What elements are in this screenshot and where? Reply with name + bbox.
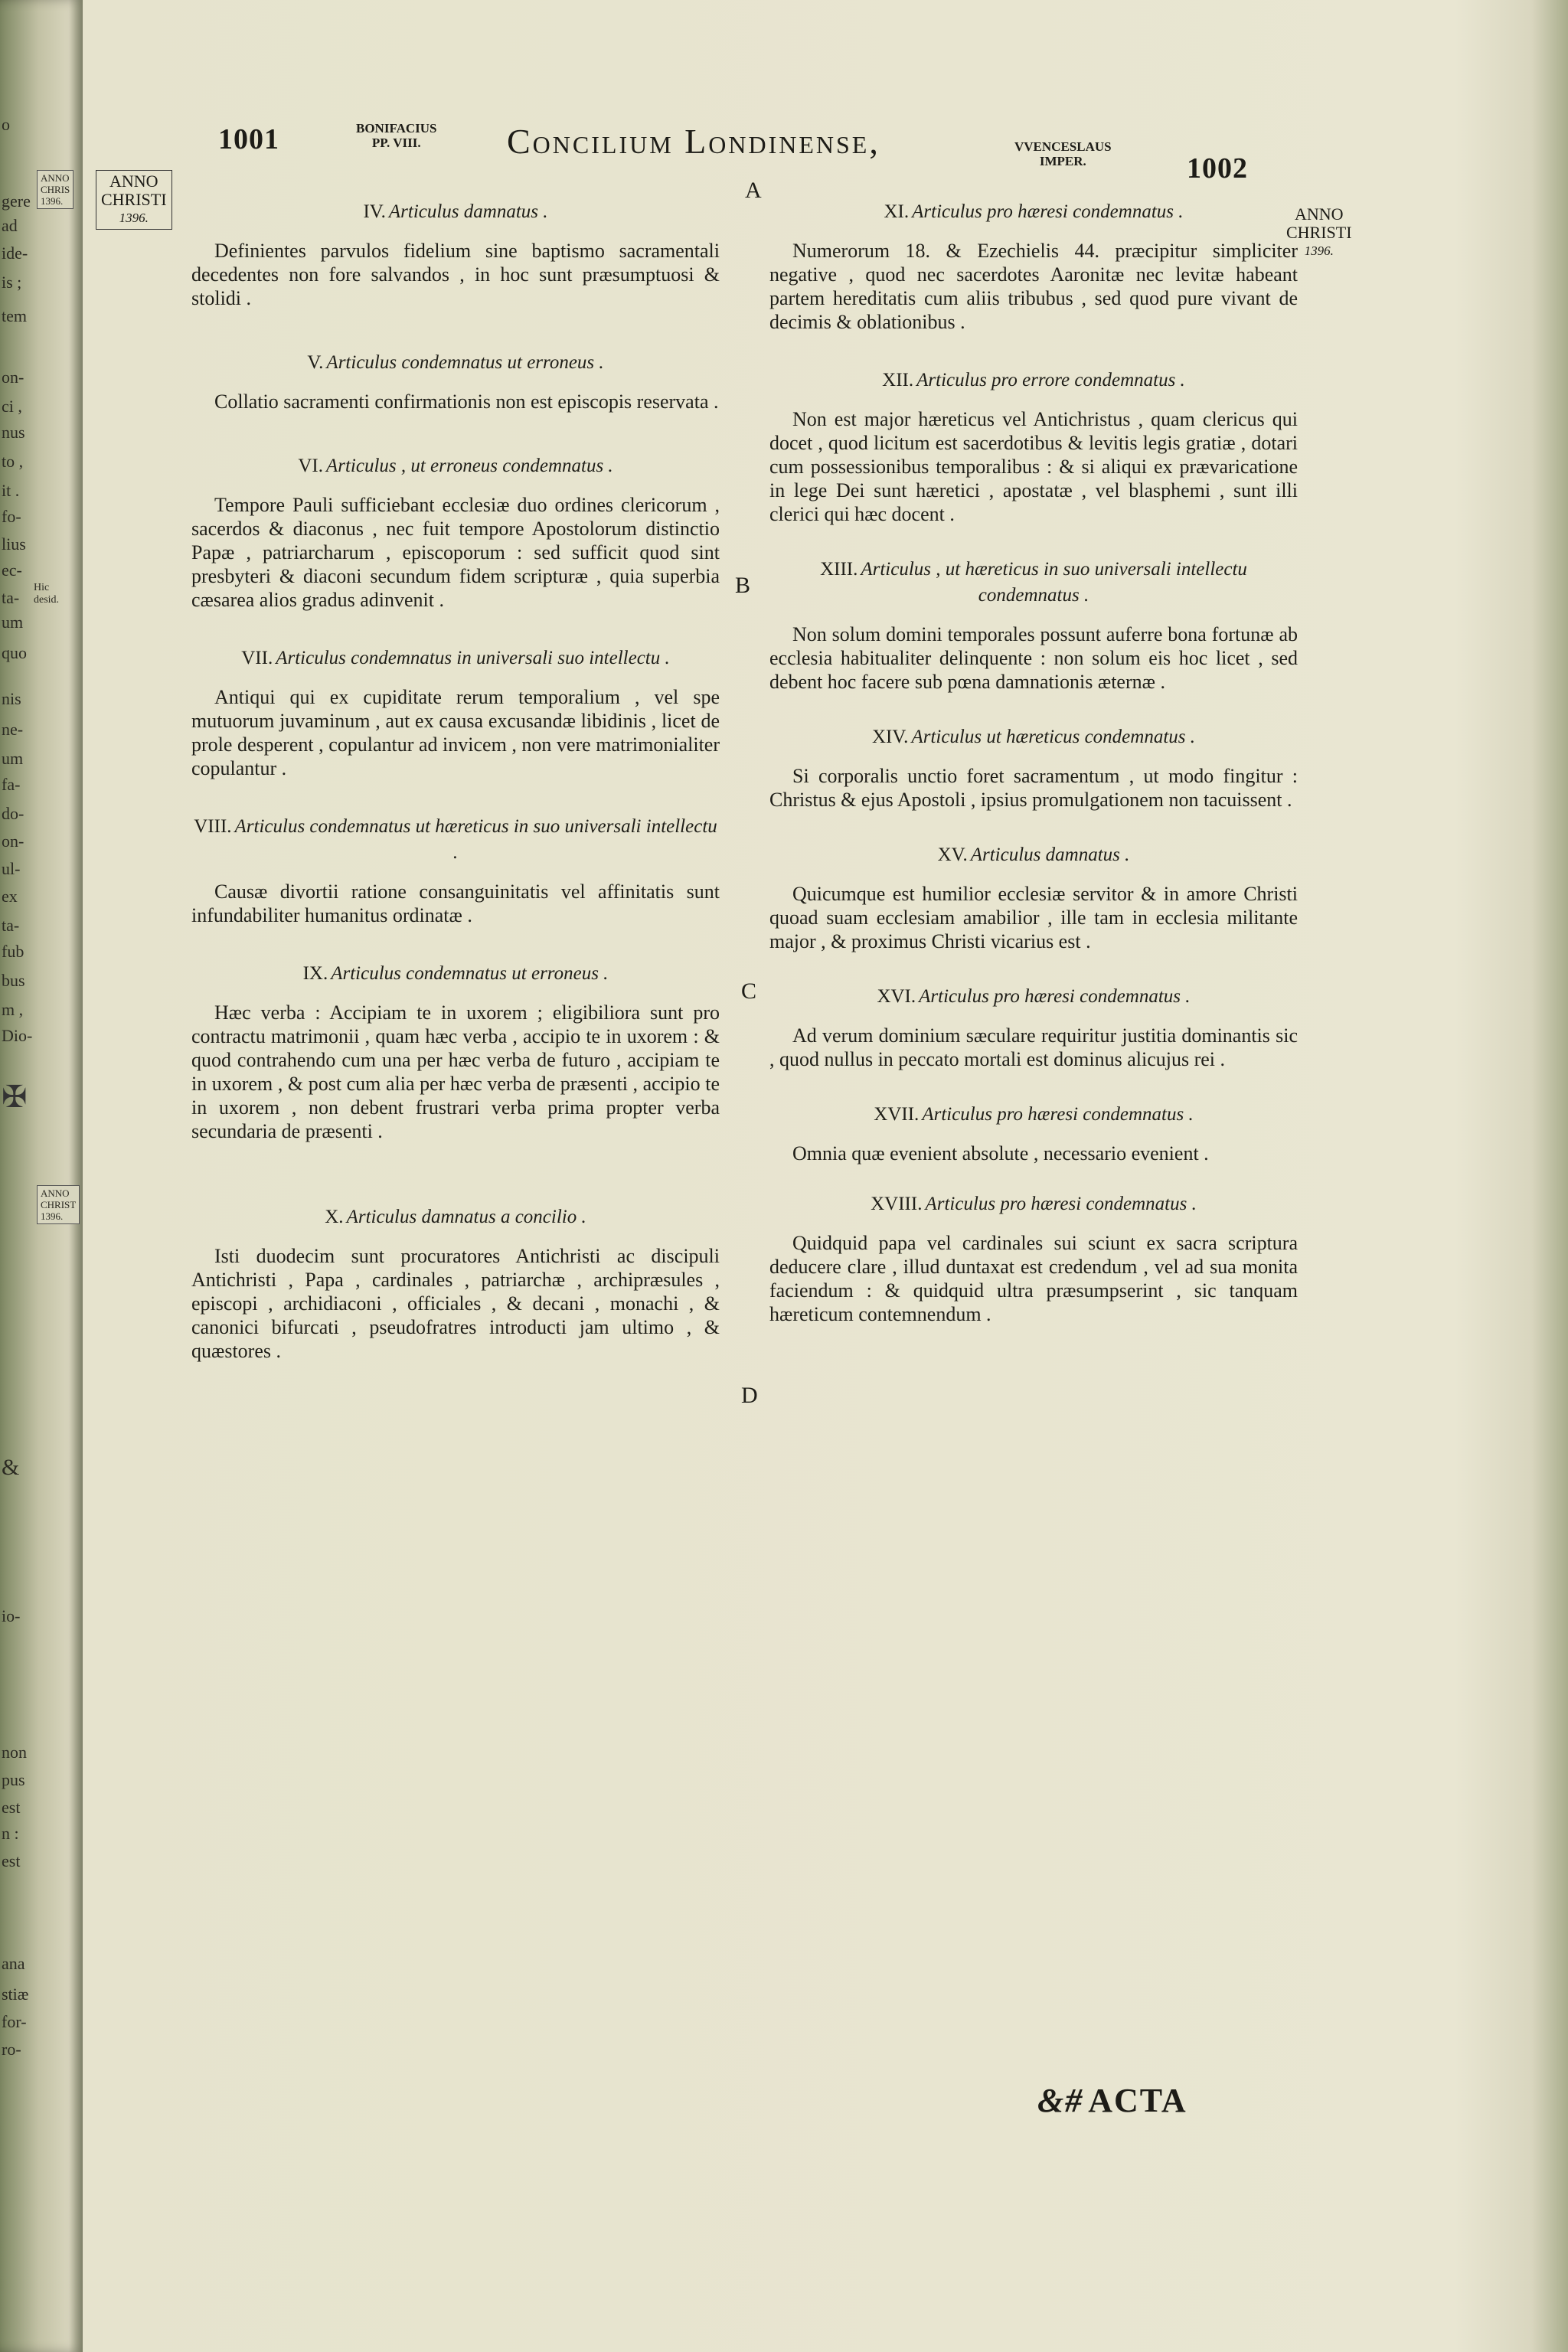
article-heading-text: Articulus condemnatus ut hæreticus in suo universali intellectu .	[234, 816, 717, 863]
article-numeral: XIII.	[820, 559, 858, 580]
article-heading	[191, 199, 720, 225]
article	[769, 368, 1298, 526]
right-column	[769, 199, 1298, 1326]
left-page-word: non	[2, 1743, 27, 1762]
article-heading	[191, 645, 720, 671]
article	[769, 1102, 1298, 1165]
margin-letter-c: C	[741, 978, 757, 1004]
article-body: Non solum domini temporales possunt auferre bona fortunæ ab ecclesia habitualiter delinquente : non solum eis hoc licet , sed debent hoc facere sub pœna damnationis æternæ .	[769, 623, 1298, 693]
margin-letter-d: D	[741, 1383, 758, 1408]
article-heading	[769, 1191, 1298, 1217]
left-page-ornament: ✠	[2, 1080, 28, 1115]
article-heading-text: Articulus damnatus .	[970, 844, 1130, 865]
article-body: Causæ divortii ratione consanguinitatis vel affinitatis sunt infundabiliter humanitus ordinatæ .	[191, 880, 720, 926]
left-page-word: ide-	[2, 243, 28, 263]
left-page-word: n :	[2, 1824, 19, 1843]
header-emperor: VVENCESLAUS IMPER.	[1014, 139, 1112, 168]
left-page-word: Dio-	[2, 1026, 33, 1045]
left-page-word: ul-	[2, 859, 21, 878]
article	[769, 1191, 1298, 1326]
left-page-word: gere	[2, 191, 31, 211]
left-page-word: ta-	[2, 916, 20, 935]
catchword-text: ACTA	[1088, 2082, 1187, 2119]
article-heading	[191, 453, 720, 479]
article	[191, 350, 720, 413]
left-page-word: fa-	[2, 775, 21, 794]
article-heading-text: Articulus , ut erroneus condemnatus .	[325, 456, 613, 476]
left-page-word: for-	[2, 2012, 27, 2031]
article-heading	[769, 984, 1298, 1010]
page-number-left: 1001	[218, 123, 279, 155]
article-heading-text: Articulus , ut hæreticus in suo universali intellectu condemnatus .	[861, 559, 1247, 606]
article	[769, 199, 1298, 334]
article-body: Non est major hæreticus vel Antichristus , quam clericus qui docet , quod licitum est sacerdotibus & levitis legis gratiæ , dotari cum possessionibus temporalibus : & si aliqui ex prævaricatione in lege Dei sunt hæretici , apostatæ , vel blasphemi , sunt illi clerici qui hæc docent .	[769, 408, 1298, 525]
left-page-word: on-	[2, 831, 24, 851]
article-body: Definientes parvulos fidelium sine baptismo sacramentali decedentes non fore salvandos , in hoc sunt præsumptuosi & stolidi .	[191, 240, 720, 309]
page-number-right: 1002	[1187, 152, 1248, 185]
left-page-word: is ;	[2, 273, 22, 292]
article-numeral: XVIII.	[871, 1194, 923, 1214]
left-page-word: quo	[2, 643, 27, 662]
right-page	[84, 0, 1568, 2352]
left-page-word: nis	[2, 689, 21, 708]
article	[191, 199, 720, 310]
left-page-word: est	[2, 1798, 21, 1817]
left-page-word: um	[2, 749, 24, 768]
article	[191, 961, 720, 1143]
left-page-word: do-	[2, 804, 24, 823]
catchword-ornament: &#	[1037, 2082, 1084, 2119]
margin-letter-a: A	[745, 178, 762, 203]
article-body: Hæc verba : Accipiam te in uxorem ; eligibiliora sunt pro contractu matrimonii , quam hæc verba , accipio te in uxorem : & quod contrahendo cum una per hæc verba de futuro , accipiam te in uxorem , & post cum alia per hæc verba de præsenti , accipio te in uxorem , non debent frustrari verba prima propter verba secundaria de præsenti .	[191, 1001, 720, 1142]
left-page-word: ci ,	[2, 397, 22, 416]
article-numeral: XII.	[882, 370, 914, 390]
left-page-word: nus	[2, 423, 25, 442]
article-heading-text: Articulus pro hæresi condemnatus .	[912, 201, 1184, 222]
left-page-word: fo-	[2, 507, 21, 526]
article	[769, 842, 1298, 953]
left-page-word: it .	[2, 481, 20, 500]
article-heading-text: Articulus condemnatus in universali suo intellectu .	[276, 648, 670, 668]
article-heading-text: Articulus pro hæresi condemnatus .	[922, 1104, 1194, 1125]
left-page-word: ec-	[2, 560, 22, 580]
left-page-word: pus	[2, 1770, 25, 1789]
article-body: Tempore Pauli sufficiebant ecclesiæ duo ordines clericorum , sacerdos & diaconus , nec fuit tempore Apostolorum distinctio Papæ , patriarcharum , episcoporum : sed sufficit quod sint presbyteri & diaconi secundum fidem scripturæ , quia superbia cæsarea alios gradus adinvenit .	[191, 494, 720, 611]
article-body: Isti duodecim sunt procuratores Antichristi ac discipuli Antichristi , Papa , cardinales , patriarchæ , archipræsules , episcopi , archidiaconi , officiales , & decani , monachi , & canonici bifurcati , pseudofratres introducti jam ultimo , & quæstores .	[191, 1245, 720, 1362]
article-heading-text: Articulus pro hæresi condemnatus .	[925, 1194, 1197, 1214]
left-page-anno-box-mid: ANNO CHRIST 1396.	[37, 1185, 80, 1224]
article-heading-text: Articulus condemnatus ut erroneus .	[331, 963, 609, 984]
article-numeral: IV.	[363, 201, 386, 222]
article	[191, 1204, 720, 1363]
article-heading	[191, 1204, 720, 1230]
left-page-word: ad	[2, 216, 18, 235]
article-heading	[769, 724, 1298, 750]
article-heading	[769, 368, 1298, 394]
article-numeral: XVI.	[877, 986, 916, 1007]
left-page-word: bus	[2, 971, 25, 990]
article-body: Si corporalis unctio foret sacramentum , ut modo fingitur : Christus & ejus Apostoli , ipsius promulgationem non tacuissent .	[769, 765, 1298, 811]
anno-box-left: ANNO CHRISTI 1396.	[96, 170, 172, 230]
article	[191, 645, 720, 780]
article-numeral: X.	[325, 1207, 344, 1227]
article-body: Ad verum dominium sæculare requiritur justitia dominantis sic , quod nullus in peccato mortali est dominus alicujus rei .	[769, 1024, 1298, 1070]
article-numeral: VIII.	[194, 816, 232, 837]
left-page-word: ana	[2, 1954, 25, 1973]
left-page-word: m ,	[2, 1000, 24, 1019]
left-page-word: ro-	[2, 2040, 21, 2059]
left-page-word: ex	[2, 887, 18, 906]
left-page-word: fub	[2, 942, 24, 961]
article-body: Quicumque est humilior ecclesiæ servitor & in amore Christi quoad suam ecclesiam amabilior , ille tam in ecclesia militante major , & proximus Christi vicarius est .	[769, 883, 1298, 952]
article-heading-text: Articulus pro errore condemnatus .	[916, 370, 1185, 390]
article	[769, 557, 1298, 694]
article	[769, 984, 1298, 1071]
article-heading-text: Articulus condemnatus ut erroneus .	[326, 352, 604, 373]
catchword	[1037, 2081, 1187, 2120]
left-page-word: ne-	[2, 720, 24, 739]
left-page-word: o	[2, 115, 10, 134]
article-numeral: V.	[307, 352, 324, 373]
article	[191, 814, 720, 927]
article-numeral: XI.	[884, 201, 910, 222]
article-heading-text: Articulus damnatus a concilio .	[346, 1207, 586, 1227]
left-page-edge	[0, 0, 83, 2352]
article-heading	[769, 557, 1298, 609]
article-heading	[769, 1102, 1298, 1128]
article-numeral: VII.	[241, 648, 273, 668]
article-body: Numerorum 18. & Ezechielis 44. præcipitur simpliciter negative , quod nec sacerdotes Aaronitæ nec levitæ habeant partem hereditatis cum aliis tribubus , sed quod pure vivant de decimis & oblationibus .	[769, 240, 1298, 333]
article-body: Antiqui qui ex cupiditate rerum temporalium , vel spe mutuorum juvaminum , aut ex causa excusandæ libidinis , licet de prole desperent , copulantur ad invicem , non vere matrimonialiter copulantur .	[191, 686, 720, 779]
article	[191, 453, 720, 612]
article-numeral: IX.	[302, 963, 328, 984]
left-page-anno-box-top: ANNO CHRIS 1396.	[37, 170, 74, 209]
article-body: Quidquid papa vel cardinales sui sciunt ex sacra scriptura deducere clare , illud duntaxat est credendum , vel ad sua monita faciendum : & quidquid ultra præsumpserint , sic tanquam hæreticum contemnendum .	[769, 1232, 1298, 1325]
left-page-word: io-	[2, 1606, 21, 1625]
article-heading-text: Articulus ut hæreticus condemnatus .	[911, 727, 1196, 747]
anno-box-right: ANNO CHRISTI 1396.	[1286, 204, 1352, 258]
article-numeral: XV.	[937, 844, 968, 865]
left-page-marginal-note: Hic desid.	[34, 582, 60, 606]
article-heading	[191, 814, 720, 866]
article-body: Omnia quæ evenient absolute , necessario evenient .	[792, 1142, 1209, 1165]
article-numeral: VI.	[298, 456, 323, 476]
article-heading	[191, 350, 720, 376]
article-numeral: XVII.	[874, 1104, 920, 1125]
article-numeral: XIV.	[871, 727, 909, 747]
article-heading-text: Articulus pro hæresi condemnatus .	[919, 986, 1191, 1007]
left-page-word: on-	[2, 368, 24, 387]
article-body: Collatio sacramenti confirmationis non est episcopis reservata .	[214, 390, 719, 413]
left-column	[191, 199, 720, 1363]
left-page-word: tem	[2, 306, 27, 325]
article-heading	[191, 961, 720, 987]
left-page-word: stiæ	[2, 1984, 29, 2004]
left-page-word: um	[2, 612, 24, 632]
margin-letter-b: B	[735, 573, 751, 598]
left-page-word: to ,	[2, 452, 24, 471]
left-page-word: ta-	[2, 588, 20, 607]
header-pope: BONIFACIUS PP. VIII.	[356, 121, 437, 150]
article-heading	[769, 199, 1298, 225]
running-title: Concilium Londinense,	[507, 122, 880, 161]
article-heading	[769, 842, 1298, 868]
left-page-word: &	[2, 1455, 20, 1480]
left-page-word: lius	[2, 534, 26, 554]
article-heading-text: Articulus damnatus .	[388, 201, 548, 222]
left-page-word: est	[2, 1851, 21, 1870]
article	[769, 724, 1298, 812]
